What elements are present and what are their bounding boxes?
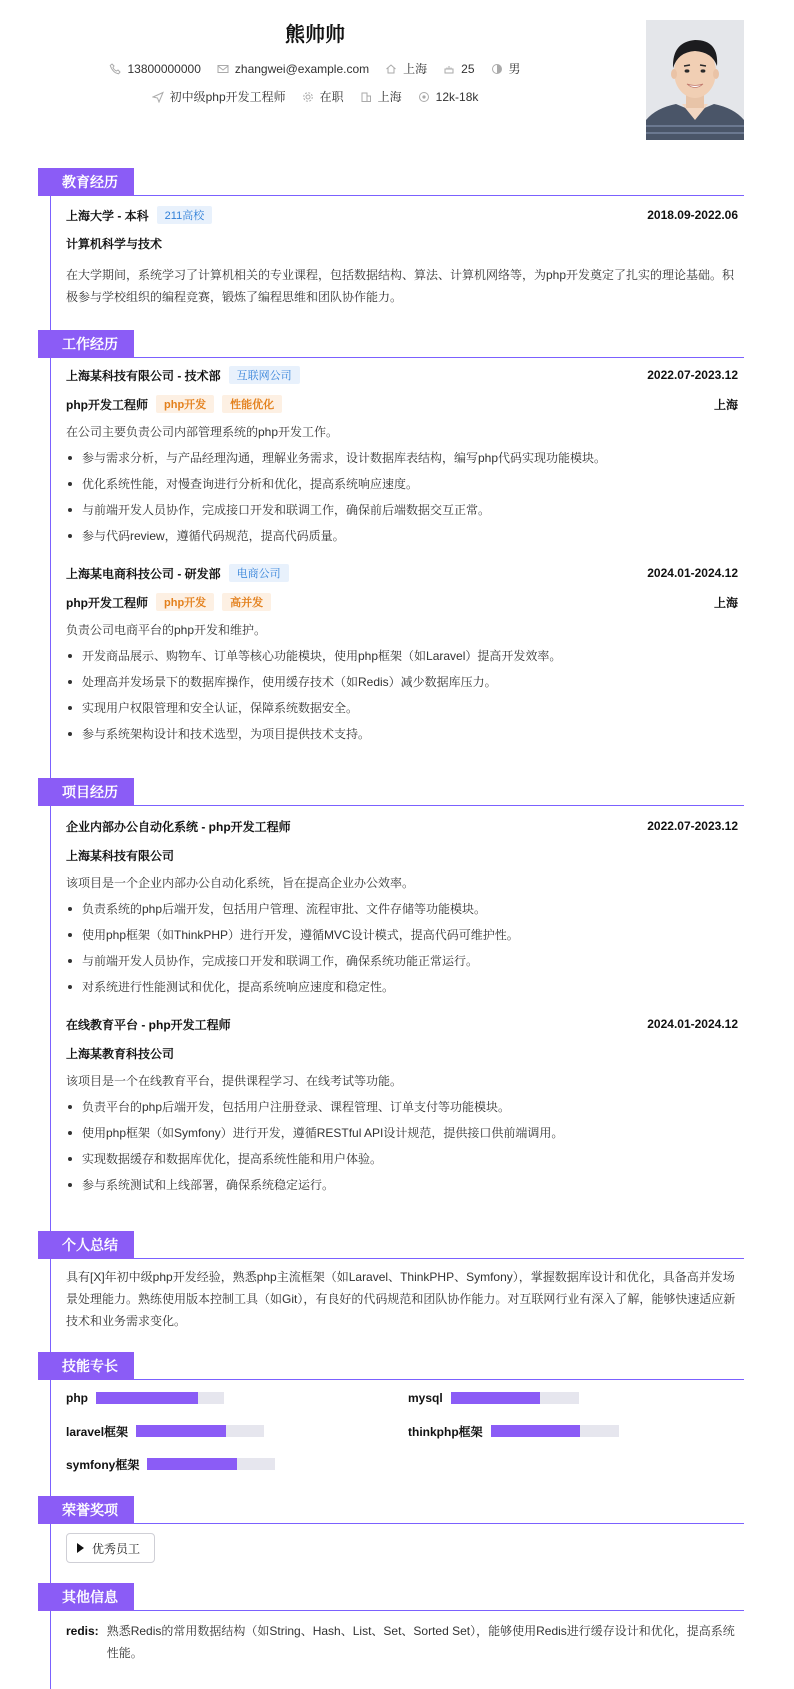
list-item: 实现用户权限管理和安全认证，保障系统数据安全。 [66, 695, 738, 721]
company-tag: 互联网公司 [229, 366, 300, 384]
skill-bar [96, 1392, 224, 1404]
coin-icon [418, 91, 430, 103]
work-intro: 在公司主要负责公司内部管理系统的php开发工作。 [66, 425, 339, 439]
work-role-row [66, 395, 738, 413]
list-item: 对系统进行性能测试和优化，提高系统响应速度和稳定性。 [66, 974, 738, 1000]
skill-name: mysql [408, 1391, 443, 1405]
project-company-row [66, 846, 738, 864]
project-title: 在线教育平台 - php开发工程师 [66, 1017, 231, 1032]
work-city: 上海 [713, 397, 738, 412]
skill-name: thinkphp框架 [408, 1424, 483, 1439]
section-title: 个人总结 [38, 1231, 134, 1259]
section-other [38, 1583, 744, 1611]
list-item: 负责平台的php后端开发，包括用户注册登录、课程管理、订单支付等功能模块。 [66, 1094, 738, 1120]
project-company-row [66, 1044, 738, 1062]
list-item: 使用php框架（如ThinkPHP）进行开发，遵循MVC设计模式，提高代码可维护性。 [66, 922, 738, 948]
work-company-row [66, 564, 738, 582]
education-date: 2018.09-2022.06 [647, 208, 738, 222]
skill-name: php [66, 1391, 88, 1405]
cake-icon [443, 63, 455, 75]
work-date: 2022.07-2023.12 [647, 368, 738, 382]
list-item: 参与需求分析，与产品经理沟通，理解业务需求，设计数据库表结构，编写php代码实现功能模块。 [66, 445, 738, 471]
skill-bar-fill [136, 1425, 226, 1437]
education-entry [66, 206, 738, 308]
skill-bar [147, 1458, 275, 1470]
education-header-row [66, 206, 738, 224]
education-desc: 在大学期间，系统学习了计算机相关的专业课程，包括数据结构、算法、计算机网络等，为php开发奠定了扎实的理论基础。积极参与学校组织的编程竞赛，锻炼了编程思维和团队协作能力。 [66, 268, 735, 304]
work-entry [66, 366, 738, 549]
section-project [38, 778, 744, 806]
gender-icon [491, 63, 503, 75]
phone-icon [109, 63, 121, 75]
project-date: 2022.07-2023.12 [647, 819, 738, 833]
work-date: 2024.01-2024.12 [647, 566, 738, 580]
company-name: 上海某科技有限公司 - 技术部 [66, 368, 221, 383]
contact-row [0, 60, 630, 77]
status-text: 在职 [319, 90, 344, 104]
send-icon [152, 91, 164, 103]
list-item: 开发商品展示、购物车、订单等核心功能模块，使用php框架（如Laravel）提高开发效率。 [66, 643, 738, 669]
mail-icon [217, 63, 229, 75]
major-name: 计算机科学与技术 [66, 236, 163, 251]
award-chip[interactable] [66, 1533, 155, 1563]
avatar [646, 20, 744, 140]
skill-item [408, 1423, 619, 1439]
skill-name: symfony框架 [66, 1457, 140, 1472]
section-work [38, 330, 744, 358]
job-target-item [152, 88, 286, 105]
school-name: 上海大学 - 本科 [66, 208, 149, 223]
status-item [302, 88, 344, 105]
building-icon [360, 91, 372, 103]
skill-name: laravel框架 [66, 1424, 129, 1439]
project-title-row [66, 1015, 738, 1033]
award-label: 优秀员工 [92, 1541, 141, 1556]
major-row [66, 234, 738, 252]
role-tag: 高并发 [222, 593, 271, 611]
salary-item [418, 90, 479, 104]
project-date: 2024.01-2024.12 [647, 1017, 738, 1031]
target-city-text: 上海 [377, 90, 402, 104]
phone-item [109, 62, 200, 76]
section-skills [38, 1352, 744, 1380]
skill-bar [451, 1392, 579, 1404]
other-item [66, 1620, 738, 1664]
project-title: 企业内部办公自动化系统 - php开发工程师 [66, 819, 291, 834]
salary-text: 12k-18k [435, 89, 479, 104]
skill-item [66, 1390, 224, 1406]
project-entry [66, 817, 738, 1000]
skill-bar-fill [96, 1392, 198, 1404]
project-entry [66, 1015, 738, 1198]
section-title: 技能专长 [38, 1352, 134, 1380]
work-entry [66, 564, 738, 747]
gender-text: 男 [508, 62, 521, 76]
email-text: zhangwei@example.com [234, 61, 370, 76]
list-item: 处理高并发场景下的数据库操作，使用缓存技术（如Redis）减少数据库压力。 [66, 669, 738, 695]
section-summary [38, 1231, 744, 1259]
list-item: 参与代码review，遵循代码规范，提高代码质量。 [66, 523, 738, 549]
company-name: 上海某电商科技公司 - 研发部 [66, 566, 221, 581]
list-item: 实现数据缓存和数据库优化，提高系统性能和用户体验。 [66, 1146, 738, 1172]
work-intro: 负责公司电商平台的php开发和维护。 [66, 623, 267, 637]
other-text: 熟悉Redis的常用数据结构（如String、Hash、List、Set、Sorted Set），能够使用Redis进行缓存设计和优化，提高系统性能。 [106, 1624, 735, 1660]
list-item: 负责系统的php后端开发，包括用户管理、流程审批、文件存储等功能模块。 [66, 896, 738, 922]
skill-bar-fill [451, 1392, 541, 1404]
list-item: 优化系统性能，对慢查询进行分析和优化，提高系统响应速度。 [66, 471, 738, 497]
role-tag: php开发 [156, 395, 214, 413]
project-intro: 该项目是一个企业内部办公自动化系统，旨在提高企业办公效率。 [66, 876, 415, 890]
project-title-row [66, 817, 738, 835]
skill-bar [136, 1425, 264, 1437]
skill-bar-fill [147, 1458, 237, 1470]
list-item: 与前端开发人员协作，完成接口开发和联调工作，确保前后端数据交互正常。 [66, 497, 738, 523]
job-row [0, 88, 630, 105]
candidate-name: 熊帅帅 [285, 24, 345, 46]
project-company: 上海某科技有限公司 [66, 848, 175, 863]
section-education [38, 168, 744, 196]
school-tag: 211高校 [157, 206, 213, 224]
project-company: 上海某教育科技公司 [66, 1046, 175, 1061]
age-text: 25 [461, 61, 475, 76]
section-title: 其他信息 [38, 1583, 134, 1611]
section-title: 工作经历 [38, 330, 134, 358]
skill-item [66, 1423, 264, 1439]
project-duties [66, 1094, 738, 1198]
project-duties [66, 896, 738, 1000]
role-tag: 性能优化 [222, 395, 282, 413]
role-name: php开发工程师 [66, 397, 148, 412]
role-name: php开发工程师 [66, 595, 148, 610]
section-title: 教育经历 [38, 168, 134, 196]
skill-item [408, 1390, 579, 1406]
timeline-line [50, 168, 51, 1689]
skill-bar [491, 1425, 619, 1437]
phone-text: 13800000000 [127, 61, 201, 76]
location-item [385, 60, 427, 77]
work-company-row [66, 366, 738, 384]
gender-item [491, 60, 521, 77]
section-title: 荣誉奖项 [38, 1496, 134, 1524]
target-city-item [360, 88, 402, 105]
work-duties [66, 643, 738, 747]
section-title: 项目经历 [38, 778, 134, 806]
section-awards [38, 1496, 744, 1524]
summary-block [66, 1266, 738, 1332]
skill-item [66, 1456, 275, 1472]
play-icon [77, 1543, 84, 1553]
work-city: 上海 [713, 595, 738, 610]
role-tag: php开发 [156, 593, 214, 611]
age-item [443, 62, 474, 76]
email-item [217, 62, 369, 76]
summary-text: 具有[X]年初中级php开发经验，熟悉php主流框架（如Laravel、ThinkPHP、Symfony），掌握数据库设计和优化，具备高并发场景处理能力。熟练使用版本控制工具（如Git），有良好的代码规范和团队协作能力。对互联网行业有深入了解，能够快速适应新技术和业务需求变化。 [66, 1270, 736, 1328]
list-item: 使用php框架（如Symfony）进行开发，遵循RESTful API设计规范，提供接口供前端调用。 [66, 1120, 738, 1146]
list-item: 与前端开发人员协作，完成接口开发和联调工作，确保系统功能正常运行。 [66, 948, 738, 974]
skill-bar-fill [491, 1425, 581, 1437]
project-intro: 该项目是一个在线教育平台，提供课程学习、在线考试等功能。 [66, 1074, 403, 1088]
gear-icon [302, 91, 314, 103]
resume-header [0, 0, 794, 150]
work-duties [66, 445, 738, 549]
job-target-text: 初中级php开发工程师 [169, 90, 286, 104]
other-label: redis: [66, 1624, 99, 1638]
company-tag: 电商公司 [229, 564, 289, 582]
home-icon [385, 63, 397, 75]
list-item: 参与系统测试和上线部署，确保系统稳定运行。 [66, 1172, 738, 1198]
location-text: 上海 [403, 62, 428, 76]
work-role-row [66, 593, 738, 611]
list-item: 参与系统架构设计和技术选型，为项目提供技术支持。 [66, 721, 738, 747]
